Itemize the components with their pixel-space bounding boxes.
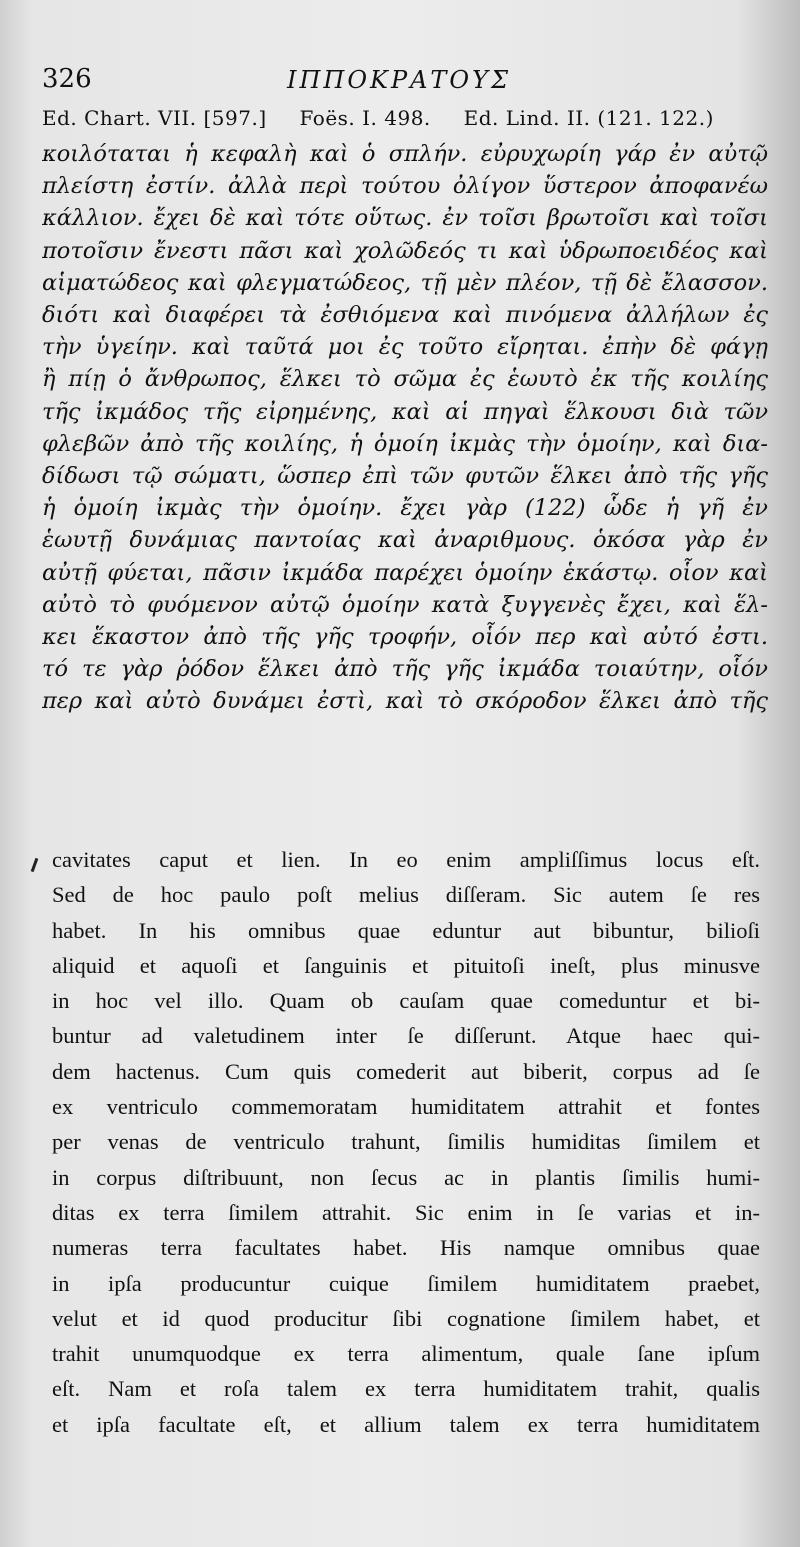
greek-text-line: αἱματώδεος καὶ φλεγματώδεος, τῇ μὲν πλέον, τῇ δὲ ἔλασσον. xyxy=(42,269,768,296)
greek-text-line: φλεβῶν ἀπὸ τῆς κοιλίης, ἡ ὁμοίη ἰκμὰς τὴν ὁμοίην, καὶ δια- xyxy=(42,430,768,457)
latin-text-line: velut et id quod producitur ſibi cognatione ſimilem habet, et xyxy=(52,1305,760,1331)
greek-text-line: περ καὶ αὐτὸ δυνάμει ἐστὶ, καὶ τὸ σκόροδον ἕλκει ἀπὸ τῆς xyxy=(42,688,768,715)
latin-text-line: in corpus diſtribuunt, non ſecus ac in plantis ſimilis humi- xyxy=(52,1164,760,1190)
greek-text-line: τό τε γὰρ ῥόδον ἕλκει ἀπὸ τῆς γῆς ἰκμάδα τοιαύτην, οἷόν xyxy=(42,656,768,683)
latin-text-line: per venas de ventriculo trahunt, ſimilis humiditas ſimilem et xyxy=(52,1129,760,1155)
greek-text-line: ποτοῖσιν ἔνεστι πᾶσι καὶ χολῶδεός τι καὶ ὑδρωποειδέος καὶ xyxy=(42,237,768,264)
greek-text-line: ἑωυτῇ δυνάμιας παντοίας καὶ ἀναριθμους. ὁκόσα γὰρ ἐν xyxy=(42,527,768,554)
latin-text-line: buntur ad valetudinem inter ſe diſſerunt. Atque haec qui- xyxy=(52,1023,760,1049)
latin-text-line: in hoc vel illo. Quam ob cauſam quae comeduntur et bi- xyxy=(52,988,760,1014)
greek-text-line: αὐτῇ φύεται, πᾶσιν ἰκμάδα παρέχει ὁμοίην ἑκάστῳ. οἷον καὶ xyxy=(42,559,768,586)
latin-text-line: eſt. Nam et roſa talem ex terra humiditatem trahit, qualis xyxy=(52,1376,760,1402)
page-number: 326 xyxy=(42,64,92,94)
edition-chart-ref: Ed. Chart. VII. [597.] xyxy=(42,106,267,130)
running-head: ΙΠΠΟΚΡΑΤΟΥΣ xyxy=(287,66,511,94)
greek-text-line: κάλλιον. ἔχει δὲ καὶ τότε οὕτως. ἐν τοῖσι βρωτοῖσι καὶ τοῖσι xyxy=(42,205,768,232)
page-header xyxy=(42,64,762,104)
latin-text-line: trahit unumquodque ex terra alimentum, quale ſane ipſum xyxy=(52,1341,760,1367)
greek-text-line: πλείστη ἐστίν. ἀλλὰ περὶ τούτου ὀλίγον ὕστερον ἀποφανέω xyxy=(42,173,768,200)
latin-text-line: ditas ex terra ſimilem attrahit. Sic enim in ſe varias et in- xyxy=(52,1199,760,1225)
latin-text-line: habet. In his omnibus quae eduntur aut bibuntur, bilioſi xyxy=(52,917,760,943)
edition-lind-ref: Ed. Lind. II. (121. 122.) xyxy=(463,106,714,130)
greek-text-line: ἡ ὁμοίη ἰκμὰς τὴν ὁμοίην. ἔχει γὰρ (122) ὧδε ἡ γῆ ἐν xyxy=(42,495,768,522)
greek-text-line: διότι καὶ διαφέρει τὰ ἐσθιόμενα καὶ πινόμενα ἀλλήλων ἐς xyxy=(42,302,768,329)
latin-text-line: Sed de hoc paulo poſt melius diſſeram. Sic autem ſe res xyxy=(52,882,760,908)
greek-text-line: τὴν ὑγείην. καὶ ταῦτά μοι ἐς τοῦτο εἴρηται. ἐπὴν δὲ φάγῃ xyxy=(42,334,768,361)
greek-text-line: δίδωσι τῷ σώματι, ὥσπερ ἐπὶ τῶν φυτῶν ἕλκει ἀπὸ τῆς γῆς xyxy=(42,463,768,490)
greek-text-line: ἢ πίῃ ὁ ἄνθρωπος, ἕλκει τὸ σῶμα ἐς ἑωυτὸ ἐκ τῆς κοιλίης xyxy=(42,366,768,393)
latin-text-line: et ipſa facultate eſt, et allium talem ex terra humiditatem xyxy=(52,1411,760,1437)
latin-text-line: cavitates caput et lien. In eo enim ampliſſimus locus eſt. xyxy=(52,847,760,872)
edition-reference-line xyxy=(42,106,772,130)
margin-mark xyxy=(31,858,39,872)
greek-text-line: τῆς ἰκμάδος τῆς εἰρημένης, καὶ αἱ πηγαὶ ἕλκουσι διὰ τῶν xyxy=(42,398,768,425)
latin-text-line: in ipſa producuntur cuique ſimilem humiditatem praebet, xyxy=(52,1270,760,1296)
latin-text-line: ex ventriculo commemoratam humiditatem attrahit et fontes xyxy=(52,1094,760,1120)
edition-foes-ref: Foës. I. 498. xyxy=(299,106,431,130)
latin-text-line: dem hactenus. Cum quis comederit aut biberit, corpus ad ſe xyxy=(52,1058,760,1084)
greek-text-line: αὐτὸ τὸ φυόμενον αὐτῷ ὁμοίην κατὰ ξυγγενὲς ἔχει, καὶ ἕλ- xyxy=(42,591,768,618)
latin-text-line: aliquid et aquoſi et ſanguinis et pituitoſi ineſt, plus minusve xyxy=(52,952,760,978)
greek-text-line: κει ἕκαστον ἀπὸ τῆς γῆς τροφήν, οἷόν περ καὶ αὐτό ἐστι. xyxy=(42,624,768,651)
greek-text-line: κοιλόταται ἡ κεφαλὴ καὶ ὁ σπλήν. εὐρυχωρίη γάρ ἐν αὐτῷ xyxy=(42,141,768,167)
latin-text-line: numeras terra facultates habet. His namque omnibus quae xyxy=(52,1235,760,1261)
greek-text-block xyxy=(42,138,768,718)
latin-text-block xyxy=(52,842,760,1442)
